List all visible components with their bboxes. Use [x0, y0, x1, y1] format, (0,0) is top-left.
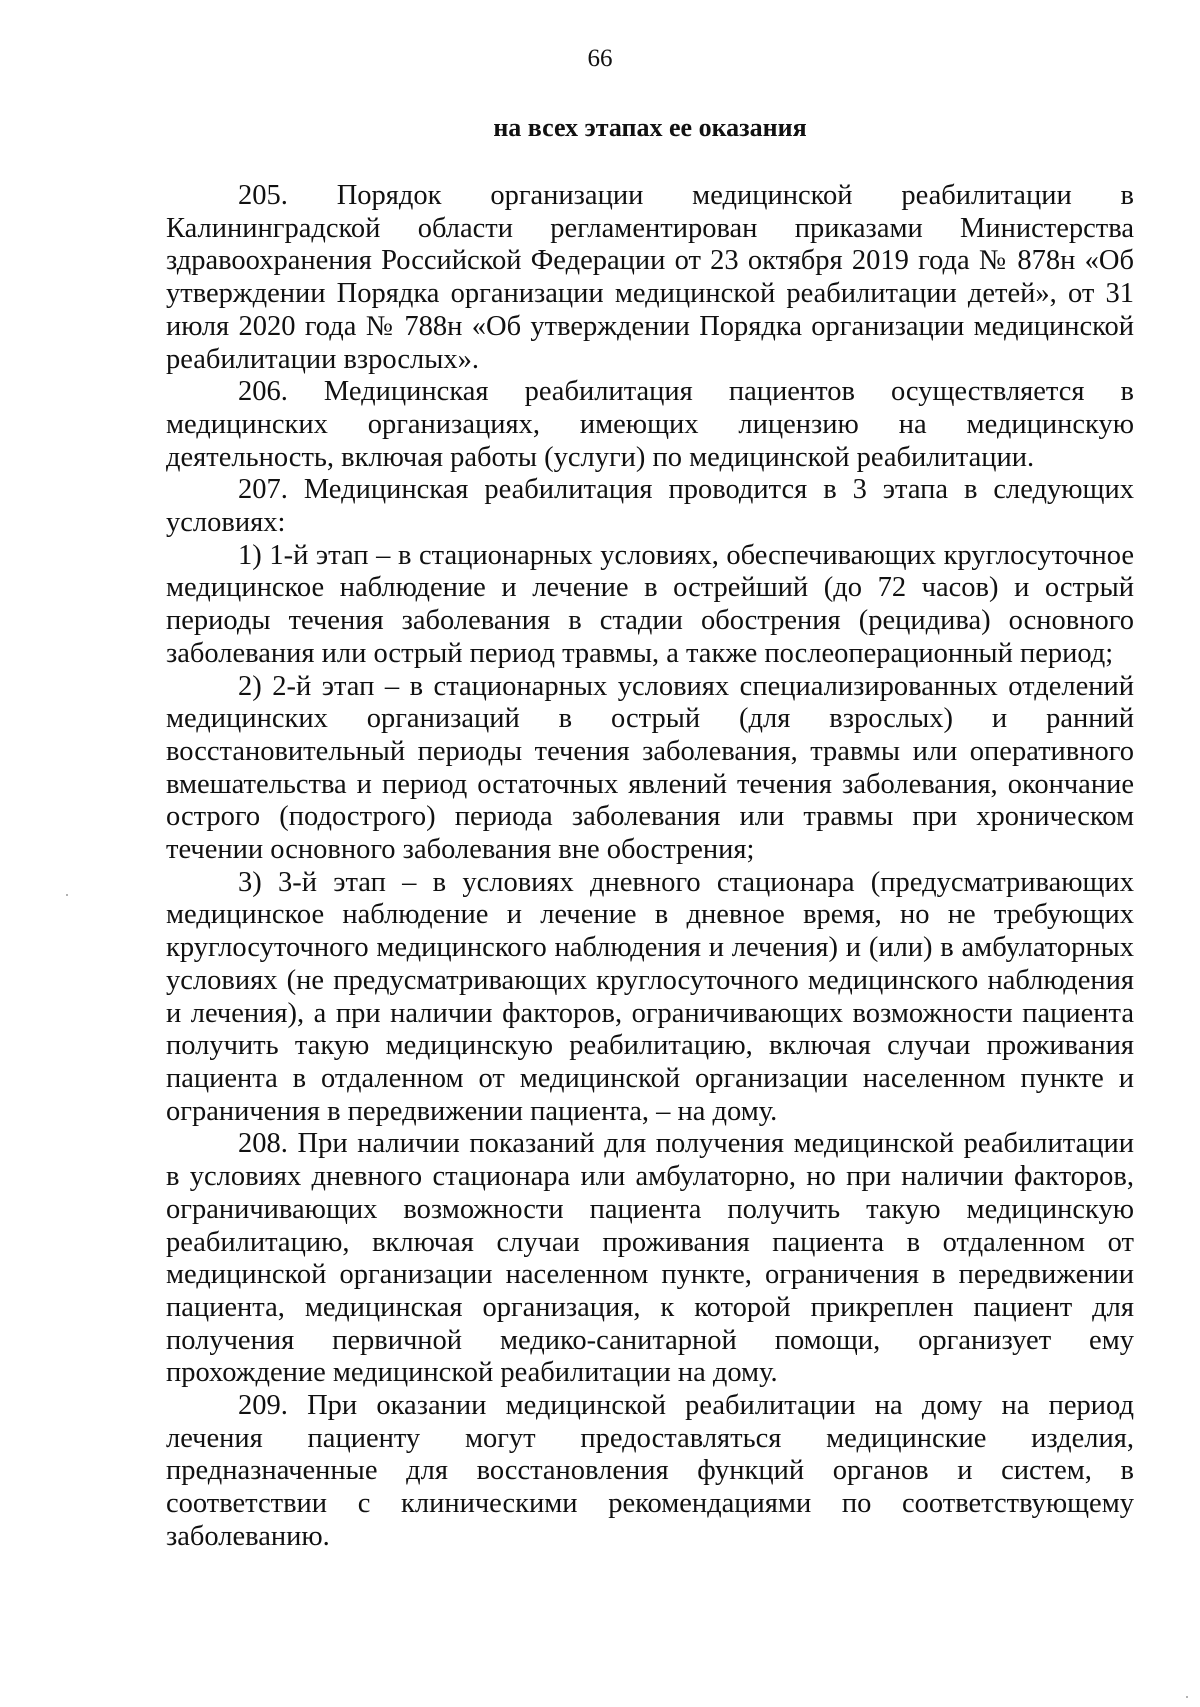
scan-speck [66, 894, 68, 896]
section-heading: на всех этапах ее оказания [493, 113, 807, 142]
scan-speck [1186, 1696, 1188, 1698]
list-item-stage-3: 3) 3-й этап – в условиях дневного стационара (предусматривающих медицинское наблюдение и лечение в дневное время, но не требующих круглосуточного медицинского наблюдения и лечения) и (или) в амбулаторных условиях (не предусматривающих круглосуточного медицинского наблюдения и лечения), а при наличии факторов, ограничивающих возможности пациента получить такую медицинскую реабилитацию, включая случаи проживания пациента в отдаленном от медицинской организации населенном пункте и ограничения в передвижении пациента, – на дому. [166, 866, 1134, 1127]
list-item-stage-2: 2) 2-й этап – в стационарных условиях специализированных отделений медицинских организаций в острый (для взрослых) и ранний восстановительный периоды течения заболевания, травмы или оперативного вмешательства и период остаточных явлений течения заболевания, окончание острого (подострого) периода заболевания или травмы при хроническом течении основного заболевания вне обострения; [166, 670, 1134, 866]
body-text [166, 180, 1134, 1554]
paragraph-207: 207. Медицинская реабилитация проводится в 3 этапа в следующих условиях: [166, 474, 1134, 539]
list-item-stage-1: 1) 1-й этап – в стационарных условиях, обеспечивающих круглосуточное медицинское наблюдение и лечение в острейший (до 72 часов) и острый периоды течения заболевания в стадии обострения (рецидива) основного заболевания или острый период травмы, а также послеоперационный период; [166, 539, 1134, 669]
paragraph-208: 208. При наличии показаний для получения медицинской реабилитации в условиях дневного стационара или амбулаторно, но при наличии факторов, ограничивающих возможности пациента получить такую медицинскую реабилитацию, включая случаи проживания пациента в отдаленном от медицинской организации населенном пункте, ограничения в передвижении пациента, медицинская организация, к которой прикреплен пациент для получения первичной медико-санитарной помощи, организует ему прохождение медицинской реабилитации на дому. [166, 1128, 1134, 1389]
paragraph-206: 206. Медицинская реабилитация пациентов осуществляется в медицинских организациях, имеющих лицензию на медицинскую деятельность, включая работы (услуги) по медицинской реабилитации. [166, 376, 1134, 473]
paragraph-209: 209. При оказании медицинской реабилитации на дому на период лечения пациенту могут предоставляться медицинские изделия, предназначенные для восстановления функций органов и систем, в соответствии с клиническими рекомендациями по соответствующему заболеванию. [166, 1390, 1134, 1552]
paragraph-205: 205. Порядок организации медицинской реабилитации в Калининградской области регламентирован приказами Министерства здравоохранения Российской Федерации от 23 октября 2019 года № 878н «Об утверждении Порядка организации медицинской реабилитации детей», от 31 июля 2020 года № 788н «Об утверждении Порядка организации медицинской реабилитации взрослых». [166, 180, 1134, 375]
page-number: 66 [587, 45, 613, 72]
